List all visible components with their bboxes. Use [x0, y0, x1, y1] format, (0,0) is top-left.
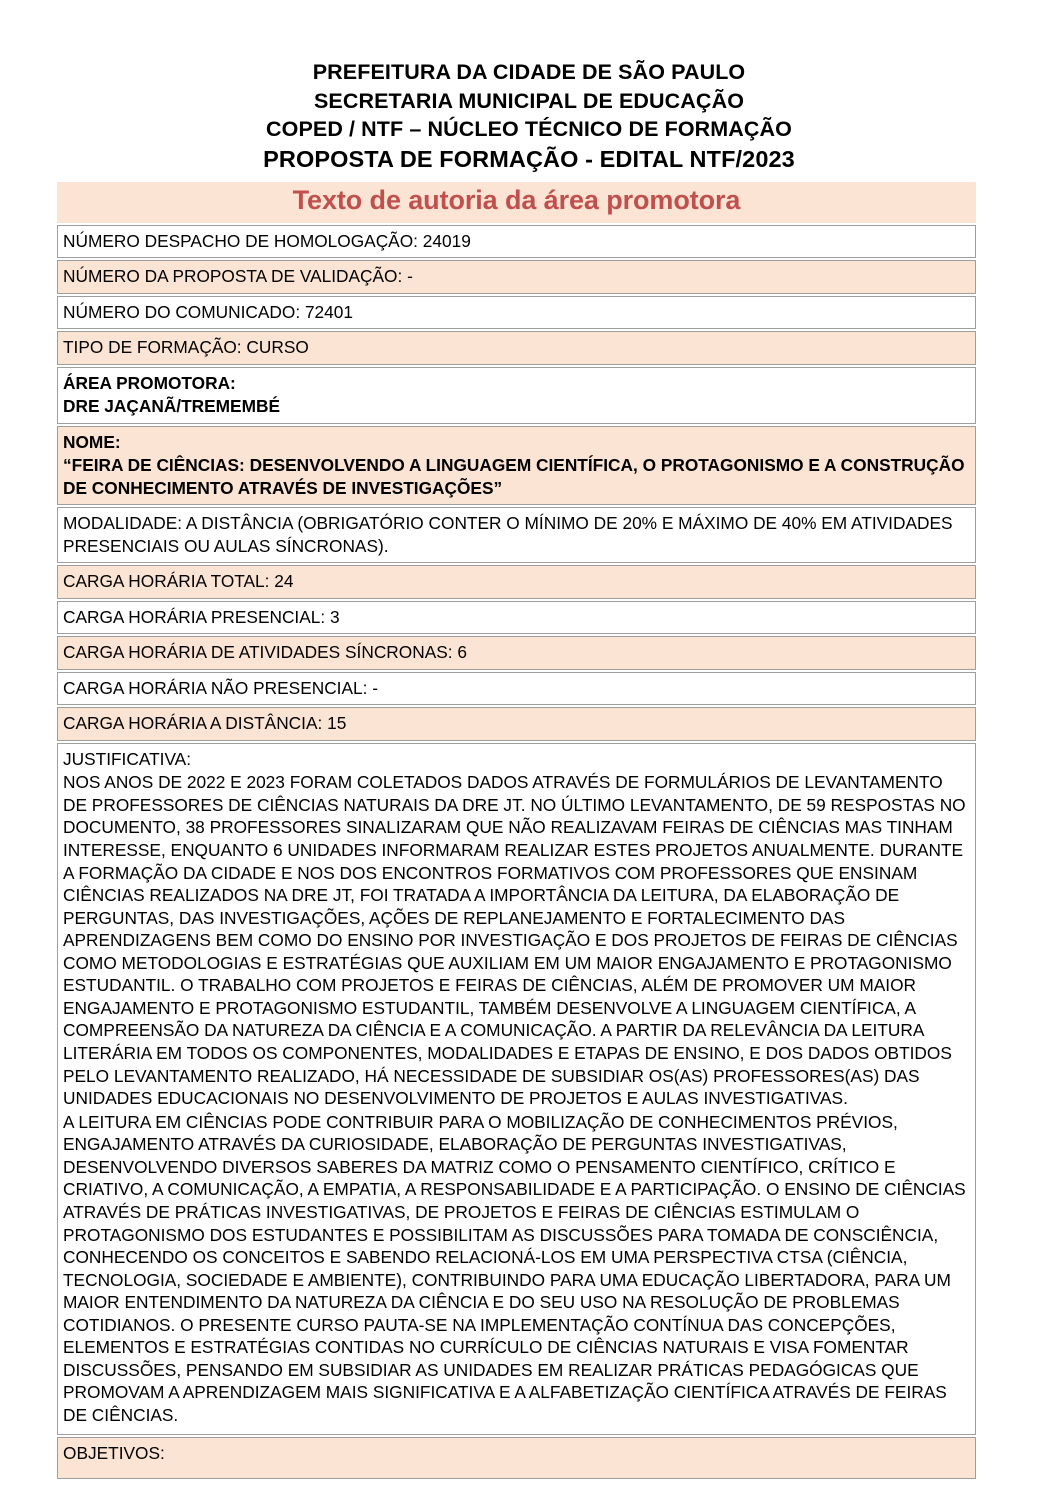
banner-texto-autoria [57, 182, 976, 223]
document-header [0, 0, 1058, 175]
numero-despacho-text: NÚMERO DESPACHO DE HOMOLOGAÇÃO: 24019 [63, 230, 471, 251]
row-carga-horaria-sincronas [57, 636, 976, 669]
modalidade-text: MODALIDADE: A DISTÂNCIA (OBRIGATÓRIO CONTER O MÍNIMO DE 20% E MÁXIMO DE 40% EM ATIVIDADES PRESENCIAIS OU AULAS SÍNCRONAS). [63, 513, 953, 556]
nome-value: “FEIRA DE CIÊNCIAS: DESENVOLVENDO A LINGUAGEM CIENTÍFICA, O PROTAGONISMO E A CONSTRUÇÃO DE CONHECIMENTO ATRAVÉS DE INVESTIGAÇÕES” [63, 455, 965, 498]
banner-label: Texto de autoria da área promotora [292, 185, 741, 215]
carga-horaria-sincronas-text: CARGA HORÁRIA DE ATIVIDADES SÍNCRONAS: 6 [63, 642, 467, 663]
objetivos-label: OBJETIVOS: [63, 1442, 165, 1463]
header-line-secretaria: SECRETARIA MUNICIPAL DE EDUCAÇÃO [313, 88, 745, 113]
row-carga-horaria-total [57, 565, 976, 598]
header-line-proposta-edital: PROPOSTA DE FORMAÇÃO - EDITAL NTF/2023 [263, 145, 795, 172]
proposal-form-table [57, 182, 976, 1479]
numero-proposta-text: NÚMERO DA PROPOSTA DE VALIDAÇÃO: - [63, 266, 413, 287]
carga-horaria-nao-presencial-text: CARGA HORÁRIA NÃO PRESENCIAL: - [63, 677, 378, 698]
area-promotora-value: DRE JAÇANÃ/TREMEMBÉ [63, 396, 280, 417]
tipo-formacao-text: TIPO DE FORMAÇÃO: CURSO [63, 337, 309, 358]
row-area-promotora [57, 367, 976, 424]
header-line-coped-ntf: COPED / NTF – NÚCLEO TÉCNICO DE FORMAÇÃO [266, 117, 792, 142]
carga-horaria-total-text: CARGA HORÁRIA TOTAL: 24 [63, 571, 294, 592]
row-carga-horaria-distancia [57, 707, 976, 740]
area-promotora-label: ÁREA PROMOTORA: [63, 372, 236, 393]
row-objetivos [57, 1437, 976, 1479]
row-carga-horaria-nao-presencial [57, 672, 976, 705]
carga-horaria-presencial-text: CARGA HORÁRIA PRESENCIAL: 3 [63, 606, 340, 627]
justificativa-paragraph-2: A LEITURA EM CIÊNCIAS PODE CONTRIBUIR PARA O MOBILIZAÇÃO DE CONHECIMENTOS PRÉVIOS, ENGAJAMENTO ATRAVÉS DA CURIOSIDADE, ELABORAÇÃO DE PERGUNTAS INVESTIGATIVAS, DESENVOLVENDO DIVERSOS SABERES DA MATRIZ COMO O PENSAMENTO CIENTÍFICO, CRÍTICO E CRIATIVO, A COMUNICAÇÃO, A EMPATIA, A RESPONSABILIDADE E A PARTICIPAÇÃO. O ENSINO DE CIÊNCIAS ATRAVÉS DE PRÁTICAS INVESTIGATIVAS, DE PROJETOS E FEIRAS DE CIÊNCIAS ESTIMULAM O PROTAGONISMO DOS ESTUDANTES E POSSIBILITAM AS DISCUSSÕES PARA TOMADA DE CONSCIÊNCIA, CONHECENDO OS CONCEITOS E SABENDO RELACIONÁ-LOS EM UMA PERSPECTIVA CTSA (CIÊNCIA, TECNOLOGIA, SOCIEDADE E AMBIENTE), CONTRIBUINDO PARA UMA EDUCAÇÃO LIBERTADORA, PARA UM MAIOR ENTENDIMENTO DA NATUREZA DA CIÊNCIA E DO SEU USO NA RESOLUÇÃO DE PROBLEMAS COTIDIANOS. O PRESENTE CURSO PAUTA-SE NA IMPLEMENTAÇÃO CONTÍNUA DAS CONCEPÇÕES, ELEMENTOS E ESTRATÉGIAS CONTIDAS NO CURRÍCULO DE CIÊNCIAS NATURAIS E VISA FOMENTAR DISCUSSÕES, PENSANDO EM SUBSIDIAR AS UNIDADES EM REALIZAR PRÁTICAS PEDAGÓGICAS QUE PROMOVAM A APRENDIZAGEM MAIS SIGNIFICATIVA E A ALFABETIZAÇÃO CIENTÍFICA ATRAVÉS DE FEIRAS DE CIÊNCIAS. [63, 1111, 966, 1425]
row-justificativa [57, 743, 976, 1435]
justificativa-label: JUSTIFICATIVA: [63, 748, 192, 769]
row-numero-despacho-homologacao [57, 225, 976, 258]
numero-comunicado-text: NÚMERO DO COMUNICADO: 72401 [63, 301, 353, 322]
row-nome [57, 426, 976, 505]
row-numero-comunicado [57, 296, 976, 329]
row-modalidade [57, 507, 976, 563]
row-tipo-formacao [57, 331, 976, 364]
row-carga-horaria-presencial [57, 601, 976, 634]
nome-label: NOME: [63, 431, 121, 452]
carga-horaria-distancia-text: CARGA HORÁRIA A DISTÂNCIA: 15 [63, 713, 347, 734]
header-line-prefeitura: PREFEITURA DA CIDADE DE SÃO PAULO [312, 60, 746, 84]
justificativa-paragraph-1: NOS ANOS DE 2022 E 2023 FORAM COLETADOS DADOS ATRAVÉS DE FORMULÁRIOS DE LEVANTAMENTO DE PROFESSORES DE CIÊNCIAS NATURAIS DA DRE JT. NO ÚLTIMO LEVANTAMENTO, DE 59 RESPOSTAS NO DOCUMENTO, 38 PROFESSORES SINALIZARAM QUE NÃO REALIZAVAM FEIRAS DE CIÊNCIAS MAS TINHAM INTERESSE, ENQUANTO 6 UNIDADES INFORMARAM REALIZAR ESTES PROJETOS ANUALMENTE. DURANTE A FORMAÇÃO DA CIDADE E NOS DOS ENCONTROS FORMATIVOS COM PROFESSORES QUE ENSINAM CIÊNCIAS REALIZADOS NA DRE JT, FOI TRATADA A IMPORTÂNCIA DA LEITURA, DA ELABORAÇÃO DE PERGUNTAS, DAS INVESTIGAÇÕES, AÇÕES DE REPLANEJAMENTO E FORTALECIMENTO DAS APRENDIZAGENS BEM COMO DO ENSINO POR INVESTIGAÇÃO E DOS PROJETOS DE FEIRAS DE CIÊNCIAS COMO METODOLOGIAS E ESTRATÉGIAS QUE AUXILIAM EM UM MAIOR ENGAJAMENTO E PROTAGONISMO ESTUDANTIL. O TRABALHO COM PROJETOS E FEIRAS DE CIÊNCIAS, ALÉM DE PROMOVER UM MAIOR ENGAJAMENTO E PROTAGONISMO ESTUDANTIL, TAMBÉM DESENVOLVE A LINGUAGEM CIENTÍFICA, A COMPREENSÃO DA NATUREZA DA CIÊNCIA E A COMUNICAÇÃO. A PARTIR DA RELEVÂNCIA DA LEITURA LITERÁRIA EM TODOS OS COMPONENTES, MODALIDADES E ETAPAS DE ENSINO, E DOS DADOS OBTIDOS PELO LEVANTAMENTO REALIZADO, HÁ NECESSIDADE DE SUBSIDIAR OS(AS) PROFESSORES(AS) DAS UNIDADES EDUCACIONAIS NO DESENVOLVIMENTO DE PROJETOS E AULAS INVESTIGATIVAS. [63, 772, 966, 1109]
row-numero-proposta-validacao [57, 260, 976, 293]
